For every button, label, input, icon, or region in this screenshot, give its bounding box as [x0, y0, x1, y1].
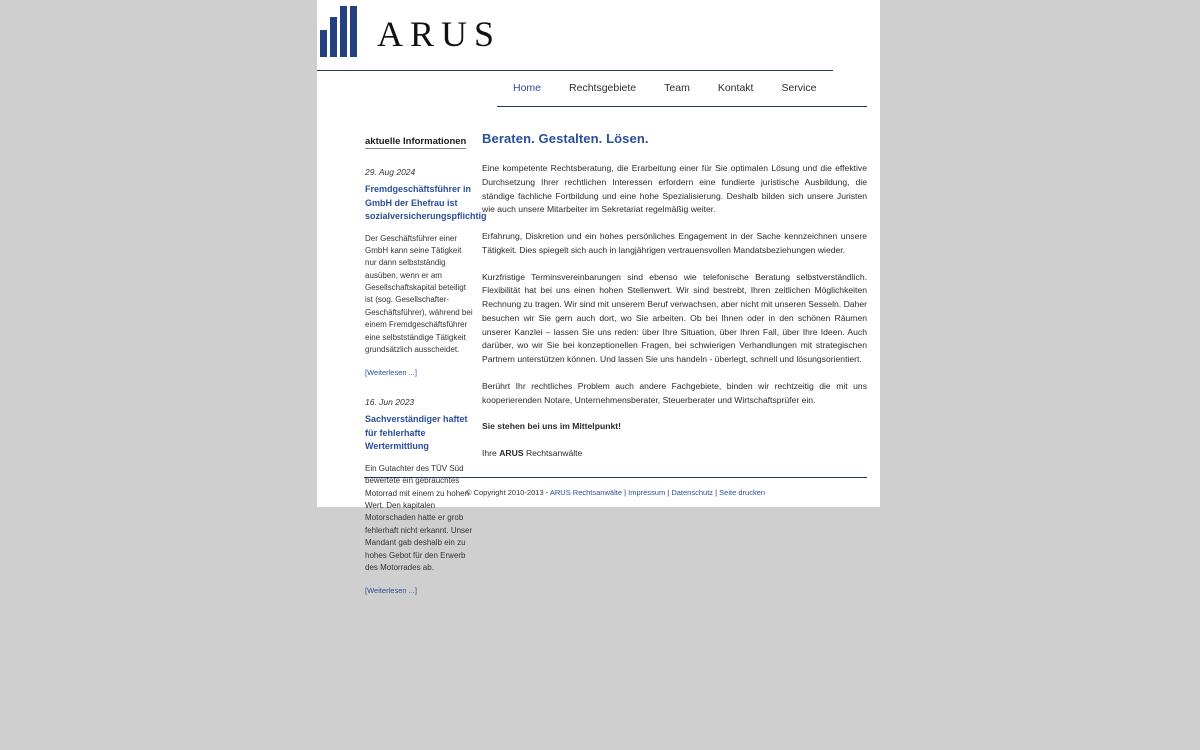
nav-item-team[interactable]: Team	[664, 82, 690, 95]
main-navigation	[497, 71, 867, 107]
site-header	[317, 0, 833, 71]
news-readmore-link[interactable]: [Weiterlesen ...]	[365, 586, 417, 596]
intro-paragraph-2: Erfahrung, Diskretion und ein hohes persönliches Engagement in der Sache kennzeichnen unsere Tätigkeit. Dies spiegelt sich auch in langjährigen vertrauensvollen Mandatsbeziehungen wieder.	[482, 231, 867, 255]
intro-paragraph-3: Kurzfristige Terminsvereinbarungen sind ebenso wie telefonische Beratung selbstverständlich. Flexibilität hat bei uns einen hohen Stellenwert. Wir sind bestrebt, Ihren zeitlichen Möglichkeiten Rechnung zu tragen. Wir sind mit unserem Beruf verwachsen, aber nicht mit unseren Sesseln. Daher besuchen wir Sie gern auch dort, wo Sie arbeiten. Ob bei Ihnen oder in den schönen Räumen unserer Kanzlei – lassen Sie uns reden: über Ihre Situation, über Ihren Fall, über Ihre Ideen. Auch darüber, wo wir Sie bei konzeptionellen Fragen, bei schwierigen Verhandlungen mit strategischen Partnern unterstützen können. Und lassen Sie uns handeln - überlegt, schnell und lösungsorientiert.	[482, 271, 867, 364]
news-date: 29. Aug 2024	[365, 167, 416, 177]
signature-line	[482, 447, 867, 461]
intro-paragraph-4: Berührt Ihr rechtliches Problem auch andere Fachgebiete, binden wir rechtzeitig die mit uns kooperierenden Notare, Unternehmensberater, Steuerberater und Wirtschaftsprüfer ein.	[482, 380, 867, 405]
main-column	[482, 131, 880, 615]
footer-copyright: © Copyright 2010-2013 -	[465, 488, 550, 497]
intro-paragraph-1: Eine kompetente Rechtsberatung, die Erarbeitung einer für Sie optimalen Lösung und die effektive Durchsetzung Ihrer rechtlichen Interessen erfordern eine fundierte juristische Ausbildung, die ständige fachliche Fortbildung und eine hohe Spezialisierung. Deshalb bilden sich unsere Juristen wie auch unsere Mitarbeiter im Sekretariat regelmäßig weiter.	[482, 163, 867, 215]
bar-chart-logo-icon	[320, 6, 365, 57]
nav-item-rechtsgebiete[interactable]: Rechtsgebiete	[569, 82, 637, 95]
footer-separator: |	[713, 488, 720, 497]
footer-link-print[interactable]: Seite drucken	[719, 488, 766, 497]
footer-separator: |	[622, 488, 629, 497]
nav-item-kontakt[interactable]: Kontakt	[717, 82, 754, 95]
logo-wordmark: ARUS	[377, 13, 502, 54]
footer-link-arus[interactable]: ARUS Rechtsanwälte	[549, 488, 622, 497]
news-date: 16. Jun 2023	[365, 397, 415, 408]
signature-suffix: Rechtsanwälte	[523, 448, 583, 458]
sidebar-title: aktuelle Informationen	[365, 136, 467, 147]
news-body: Der Geschäftsführer einer GmbH kann seine Tätigkeit nur dann selbstständig ausüben, wenn er am Gesellschaftskapital beteiligt ist (sog. Gesellschafter-Geschäftsführer), während bei einem Fremdgeschäftsführer eine selbstständige Tätigkeit grundsätzlich ausscheidet.	[365, 233, 473, 355]
page-title: Beraten. Gestalten. Lösen.	[482, 131, 649, 146]
content-area	[317, 107, 880, 615]
footer-separator: |	[665, 488, 672, 497]
sidebar-news	[317, 131, 487, 615]
logo[interactable]	[320, 6, 501, 57]
page-container	[317, 0, 880, 596]
signature-prefix: Ihre	[482, 448, 500, 458]
news-headline-link[interactable]: Sachverständiger haftet für fehlerhafte Wertermittlung	[365, 414, 468, 452]
site-footer	[364, 477, 867, 497]
nav-item-service[interactable]: Service	[781, 82, 817, 95]
footer-link-datenschutz[interactable]: Datenschutz	[671, 488, 714, 497]
highlight-statement: Sie stehen bei uns im Mittelpunkt!	[482, 421, 621, 432]
nav-item-home[interactable]: Home	[513, 82, 542, 95]
news-headline-link[interactable]: Fremdgeschäftsführer in GmbH der Ehefrau ist sozialversicherungspflichtig	[365, 184, 487, 221]
signature-brand: ARUS	[499, 448, 524, 458]
news-body: Ein Gutachter des TÜV Süd bewertete ein gebrauchtes Motorrad mit einem zu hohen Wert. Den kapitalen Motorschaden hatte er grob fehlerhaft nicht erkannt. Unser Mandant gab deshalb ein zu hohes Gebot für den Erwerb des Motorrades ab.	[365, 463, 473, 573]
news-item	[365, 167, 487, 378]
footer-link-impressum[interactable]: Impressum	[628, 488, 666, 497]
news-readmore-link[interactable]: [Weiterlesen ...]	[365, 368, 417, 378]
